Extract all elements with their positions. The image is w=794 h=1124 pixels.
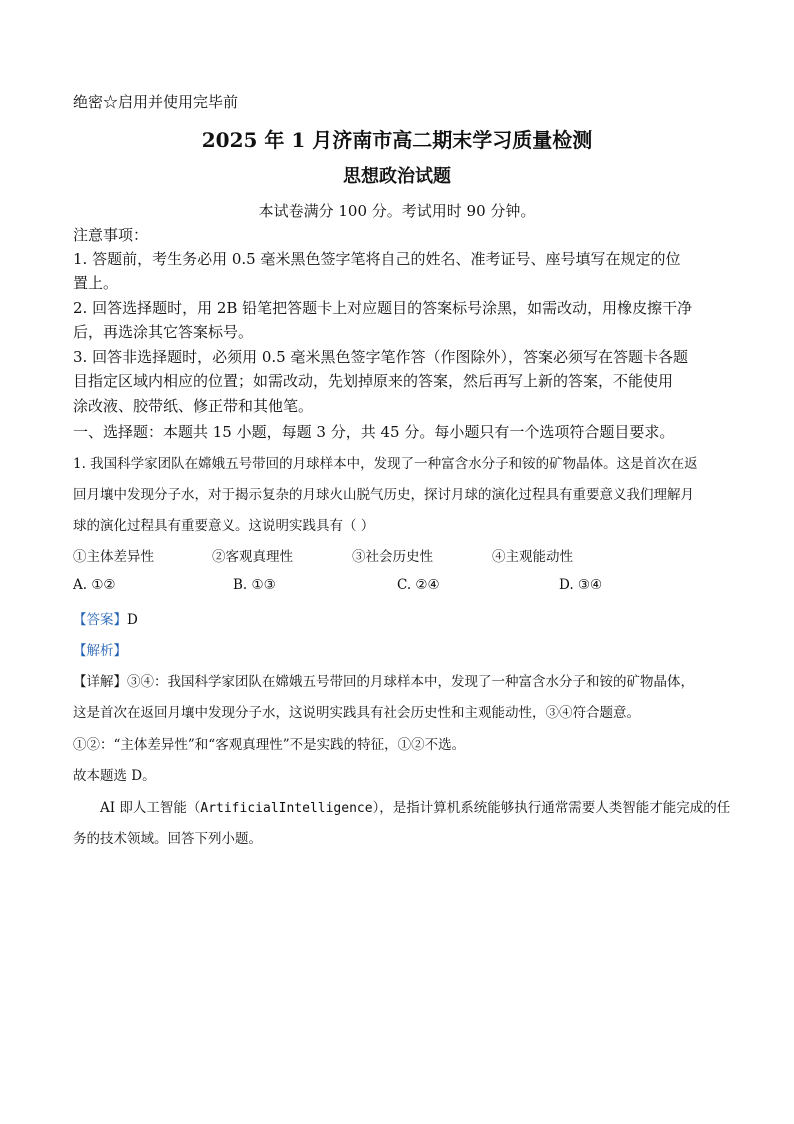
answer-tag: 【答案】	[73, 612, 127, 628]
notes-heading: 注意事项：	[73, 226, 149, 244]
detail-text-1: ③④：我国科学家团队在嫦娥五号带回的月球样本中，发现了一种富含水分子和铵的矿物晶体，	[127, 674, 694, 690]
passage-line-2: 务的技术领域。回答下列小题。	[73, 831, 262, 847]
exam-title: 2025 年 1 月济南市高二期末学习质量检测	[201, 128, 593, 152]
passage-line-1	[100, 796, 730, 816]
detail-line-3: ①②：“主体差异性”和“客观真理性”不是实践的特征，①②不选。	[73, 737, 466, 753]
passage-text-1a: AI 即人工智能（	[100, 800, 201, 816]
option-b: B. ①③	[233, 577, 276, 593]
detail-line-2: 这是首次在返回月壤中发现分子水，这说明实践具有社会历史性和主观能动性，③④符合题意。	[73, 705, 640, 721]
answer-line	[73, 608, 138, 628]
section-1-heading: 一、选择题：本题共 15 小题，每题 3 分，共 45 分。每小题只有一个选项符合题目要求。	[73, 423, 675, 441]
conclusion-line: 故本题选 D。	[73, 768, 156, 784]
note-1-line-2: 置上。	[73, 274, 119, 292]
passage-term: ArtificialIntelligence	[200, 801, 373, 816]
exam-subject: 思想政治试题	[343, 166, 451, 187]
detail-tag: 【详解】	[73, 674, 127, 690]
exam-info: 本试卷满分 100 分。考试用时 90 分钟。	[258, 202, 536, 220]
statement-3: ③社会历史性	[352, 549, 433, 565]
option-c: C. ②④	[397, 577, 440, 593]
analysis-line	[73, 639, 127, 659]
note-3-line-1: 3. 回答非选择题时，必须用 0.5 毫米黑色签字笔作答（作图除外），答案必须写在答题卡各题	[73, 348, 688, 366]
passage-text-1c: ），是指计算机系统能够执行通常需要人类智能才能完成的任	[372, 800, 731, 816]
note-3-line-3: 涂改液、胶带纸、修正带和其他笔。	[73, 397, 314, 415]
question-1-line-3: 球的演化过程具有重要意义。这说明实践具有（ ）	[73, 518, 375, 534]
answer-value: D	[127, 612, 138, 628]
option-a: A. ①②	[73, 577, 116, 593]
question-1-line-2: 回月壤中发现分子水，对于揭示复杂的月球火山脱气历史，探讨月球的演化过程具有重要意义我们理解月	[73, 487, 694, 503]
note-1-line-1: 1. 答题前，考生务必用 0.5 毫米黑色签字笔将自己的姓名、准考证号、座号填写在规定的位	[73, 250, 681, 268]
statement-1: ①主体差异性	[73, 549, 154, 565]
analysis-tag: 【解析】	[73, 643, 127, 659]
statement-4: ④主观能动性	[492, 549, 573, 565]
question-1-line-1: 1. 我国科学家团队在嫦娥五号带回的月球样本中，发现了一种富含水分子和铵的矿物晶体。这是首次在返	[73, 456, 698, 472]
option-d: D. ③④	[559, 577, 603, 593]
note-2-line-2: 后，再选涂其它答案标号。	[73, 323, 254, 341]
note-3-line-2: 目指定区域内相应的位置；如需改动，先划掉原来的答案，然后再写上新的答案，不能使用	[73, 372, 674, 390]
confidential-notice: 绝密☆启用并使用完毕前	[73, 93, 239, 111]
statement-2: ②客观真理性	[212, 549, 293, 565]
detail-line-1	[73, 670, 694, 690]
note-2-line-1: 2. 回答选择题时，用 2B 铅笔把答题卡上对应题目的答案标号涂黑，如需改动，用橡皮擦干净	[73, 299, 693, 317]
